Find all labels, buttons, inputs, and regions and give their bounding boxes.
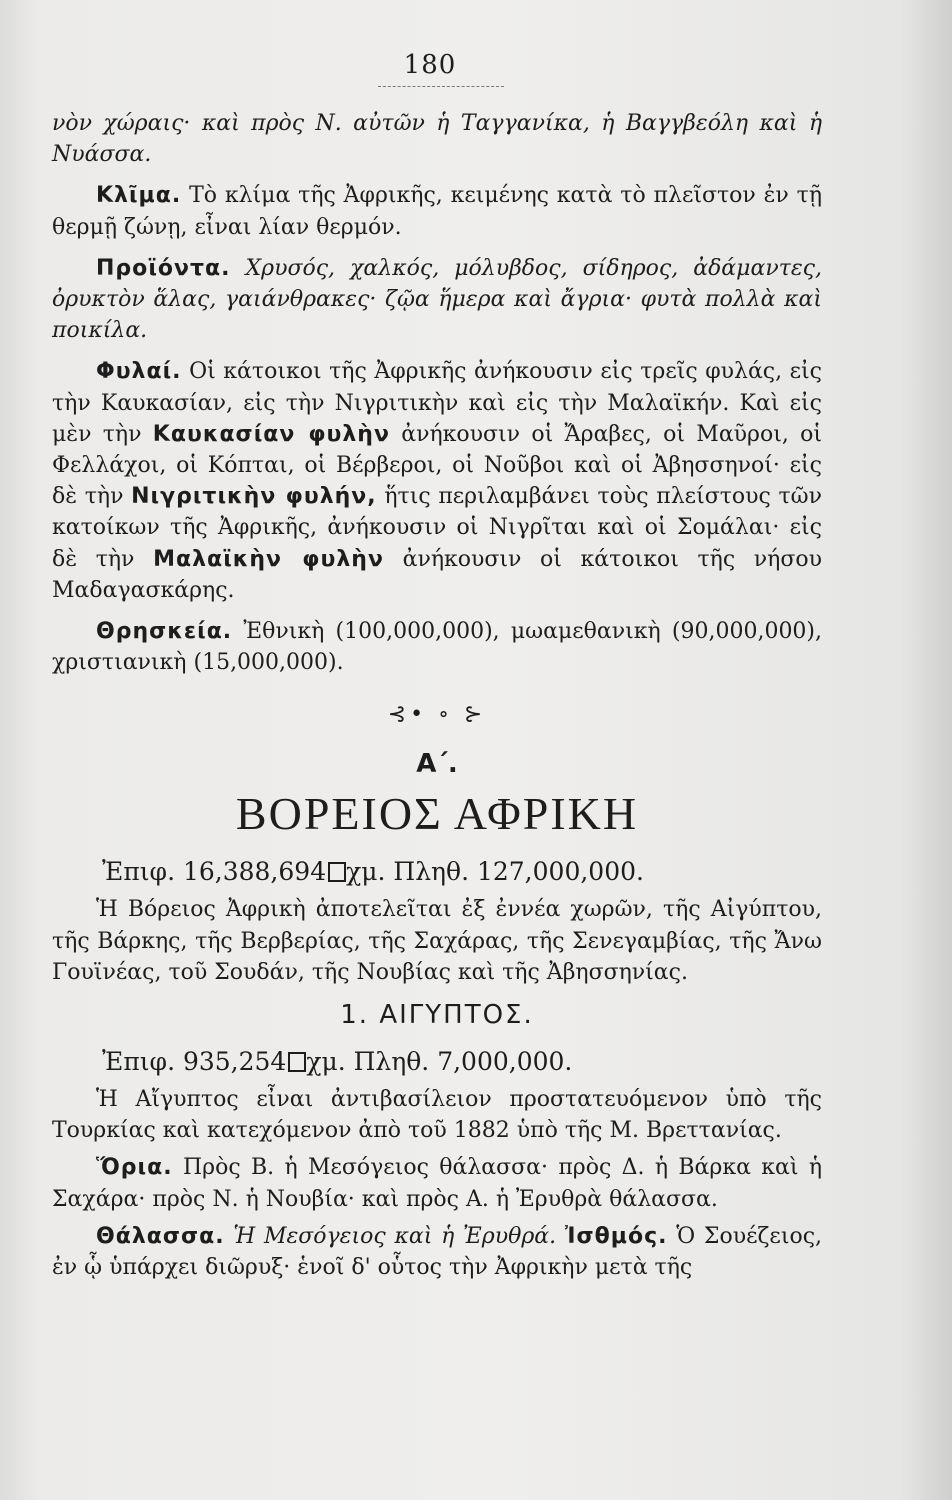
text-isthmus: Ὁ Σουέζειος, ἐν ᾧ ὑπάρχει διῶρυξ· ἑνοῖ δ' οὗτος τὴν Ἀφρικὴν μετὰ τῆς xyxy=(52,1223,823,1281)
paragraph-races xyxy=(52,356,822,606)
paragraph-products xyxy=(52,253,822,347)
text-races-4: ἀνήκουσιν οἱ κάτοικοι τῆς νήσου Μαδαγασκάρης. xyxy=(52,546,822,603)
heading-boundaries: Ὅρια. xyxy=(96,1155,173,1181)
paragraph-north-africa: Ἡ Βόρειος Ἀφρικὴ ἀποτελεῖται ἐξ ἐννέα χωρῶν, τῆς Αἰγύπτου, τῆς Βάρκης, τῆς Βερβερίας, τῆς Σαχάρας, τῆς Σενεγαμβίας, τῆς Ἄνω Γουϊνέας, τοῦ Σουδάν, τῆς Νουβίας καὶ τῆς Ἀβησσηνίας. xyxy=(52,897,822,985)
text-products: Χρυσός, χαλκός, μόλυβδος, σίδηρος, ἀδάμαντες, ὀρυκτὸν ἅλας, γαιάνθρακες· ζῷα ἥμερα καὶ ἄγρια· φυτὰ πολλὰ καὶ ποικίλα. xyxy=(52,255,822,344)
paragraph-sea xyxy=(52,1221,822,1283)
paragraph-continuation: νὸν χώραις· καὶ πρὸς Ν. αὐτῶν ἡ Ταγγανίκα, ἡ Βαγγβεόλη καὶ ἡ Νυάσσα. xyxy=(52,111,822,168)
ornament-divider: ⊰• ∘ ⊱ xyxy=(387,702,487,728)
text-races-1: Οἱ κάτοικοι τῆς Ἀφρικῆς ἀνήκουσιν εἰς τρεῖς φυλάς, εἰς τὴν Καυκασίαν, εἰς τὴν Νιγριτικὴν καὶ εἰς τὴν Μαλαϊκήν. Καὶ εἰς μὲν τὴν xyxy=(52,359,823,447)
square-symbol xyxy=(328,862,346,882)
heading-sea: Θάλασσα. xyxy=(96,1223,225,1249)
text-races-2: ἀνήκουσιν οἱ Ἄραβες, οἱ Μαῦροι, οἱ Φελλάχοι, οἱ Κόπται, οἱ Βέρβεροι, οἱ Νοῦβοι καὶ οἱ Ἀβησσηνοί· εἰς δὲ τὴν xyxy=(52,421,822,510)
text-climate: Τὸ κλίμα τῆς Ἀφρικῆς, κειμένης κατὰ τὸ πλεῖστον ἐν τῇ θερμῇ ζώνῃ, εἶναι λίαν θερμόν. xyxy=(52,183,823,240)
heading-religion: Θρησκεία. xyxy=(96,619,233,645)
page-number: 180 xyxy=(403,50,457,80)
paragraph-boundaries xyxy=(52,1152,822,1214)
egypt-area: Ἐπιφ. 935,254 xyxy=(102,1047,287,1077)
term-malay: Μαλαϊκὴν φυλὴν xyxy=(153,546,384,572)
text-races-3: ἥτις περιλαμβάνει τοὺς πλείστους τῶν κατοίκων τῆς Ἀφρικῆς, ἀνήκουσιν οἱ Νιγρῖται καὶ οἱ Σομάλαι· εἰς δὲ τὴν xyxy=(52,484,822,572)
heading-climate: Κλῖμα. xyxy=(96,183,182,209)
paragraph-climate xyxy=(52,180,822,242)
heading-products: Προϊόντα. xyxy=(96,255,231,281)
north-africa-stats xyxy=(52,854,822,890)
heading-races: Φυλαί. xyxy=(96,359,182,385)
section-letter: Α΄. xyxy=(416,749,458,780)
section-title: ΒΟΡΕΙΟΣ ΑΦΡΙΚΗ xyxy=(235,788,639,840)
paragraph-egypt: Ἡ Αἴγυπτος εἶναι ἀντιβασίλειον προστατευόμενον ὑπὸ τῆς Τουρκίας καὶ κατεχόμενον ἀπὸ τοῦ 1882 ὑπὸ τῆς Μ. Βρεττανίας. xyxy=(52,1087,822,1144)
north-area: Ἐπιφ. 16,388,694 xyxy=(102,857,327,887)
paragraph-religion xyxy=(52,616,822,678)
egypt-stats xyxy=(52,1044,822,1080)
egypt-population: χμ. Πληθ. 7,000,000. xyxy=(306,1047,573,1077)
text-religion: Ἐθνικὴ (100,000,000), μωαμεθανικὴ (90,000,000), χριστιανικὴ (15,000,000). xyxy=(52,619,823,676)
text-sea: Ἡ Μεσόγειος καὶ ἡ Ἐρυθρά. xyxy=(233,1223,557,1249)
term-negroid: Νιγριτικὴν φυλήν, xyxy=(131,484,377,510)
page-content xyxy=(52,108,822,1283)
subsection-title-egypt: 1. ΑΙΓΥΠΤΟΣ. xyxy=(340,1000,534,1031)
heading-isthmus: Ἰσθμός. xyxy=(564,1223,668,1249)
page-number-rule xyxy=(378,86,504,87)
north-population: χμ. Πληθ. 127,000,000. xyxy=(346,857,644,887)
text-boundaries: Πρὸς Β. ἡ Μεσόγειος θάλασσα· πρὸς Δ. ἡ Βάρκα καὶ ἡ Σαχάρα· πρὸς Ν. ἡ Νουβία· καὶ πρὸς Α. ἡ Ἐρυθρὰ θάλασσα. xyxy=(52,1155,822,1212)
term-caucasian: Καυκασίαν φυλὴν xyxy=(152,421,390,447)
square-symbol xyxy=(288,1052,306,1072)
